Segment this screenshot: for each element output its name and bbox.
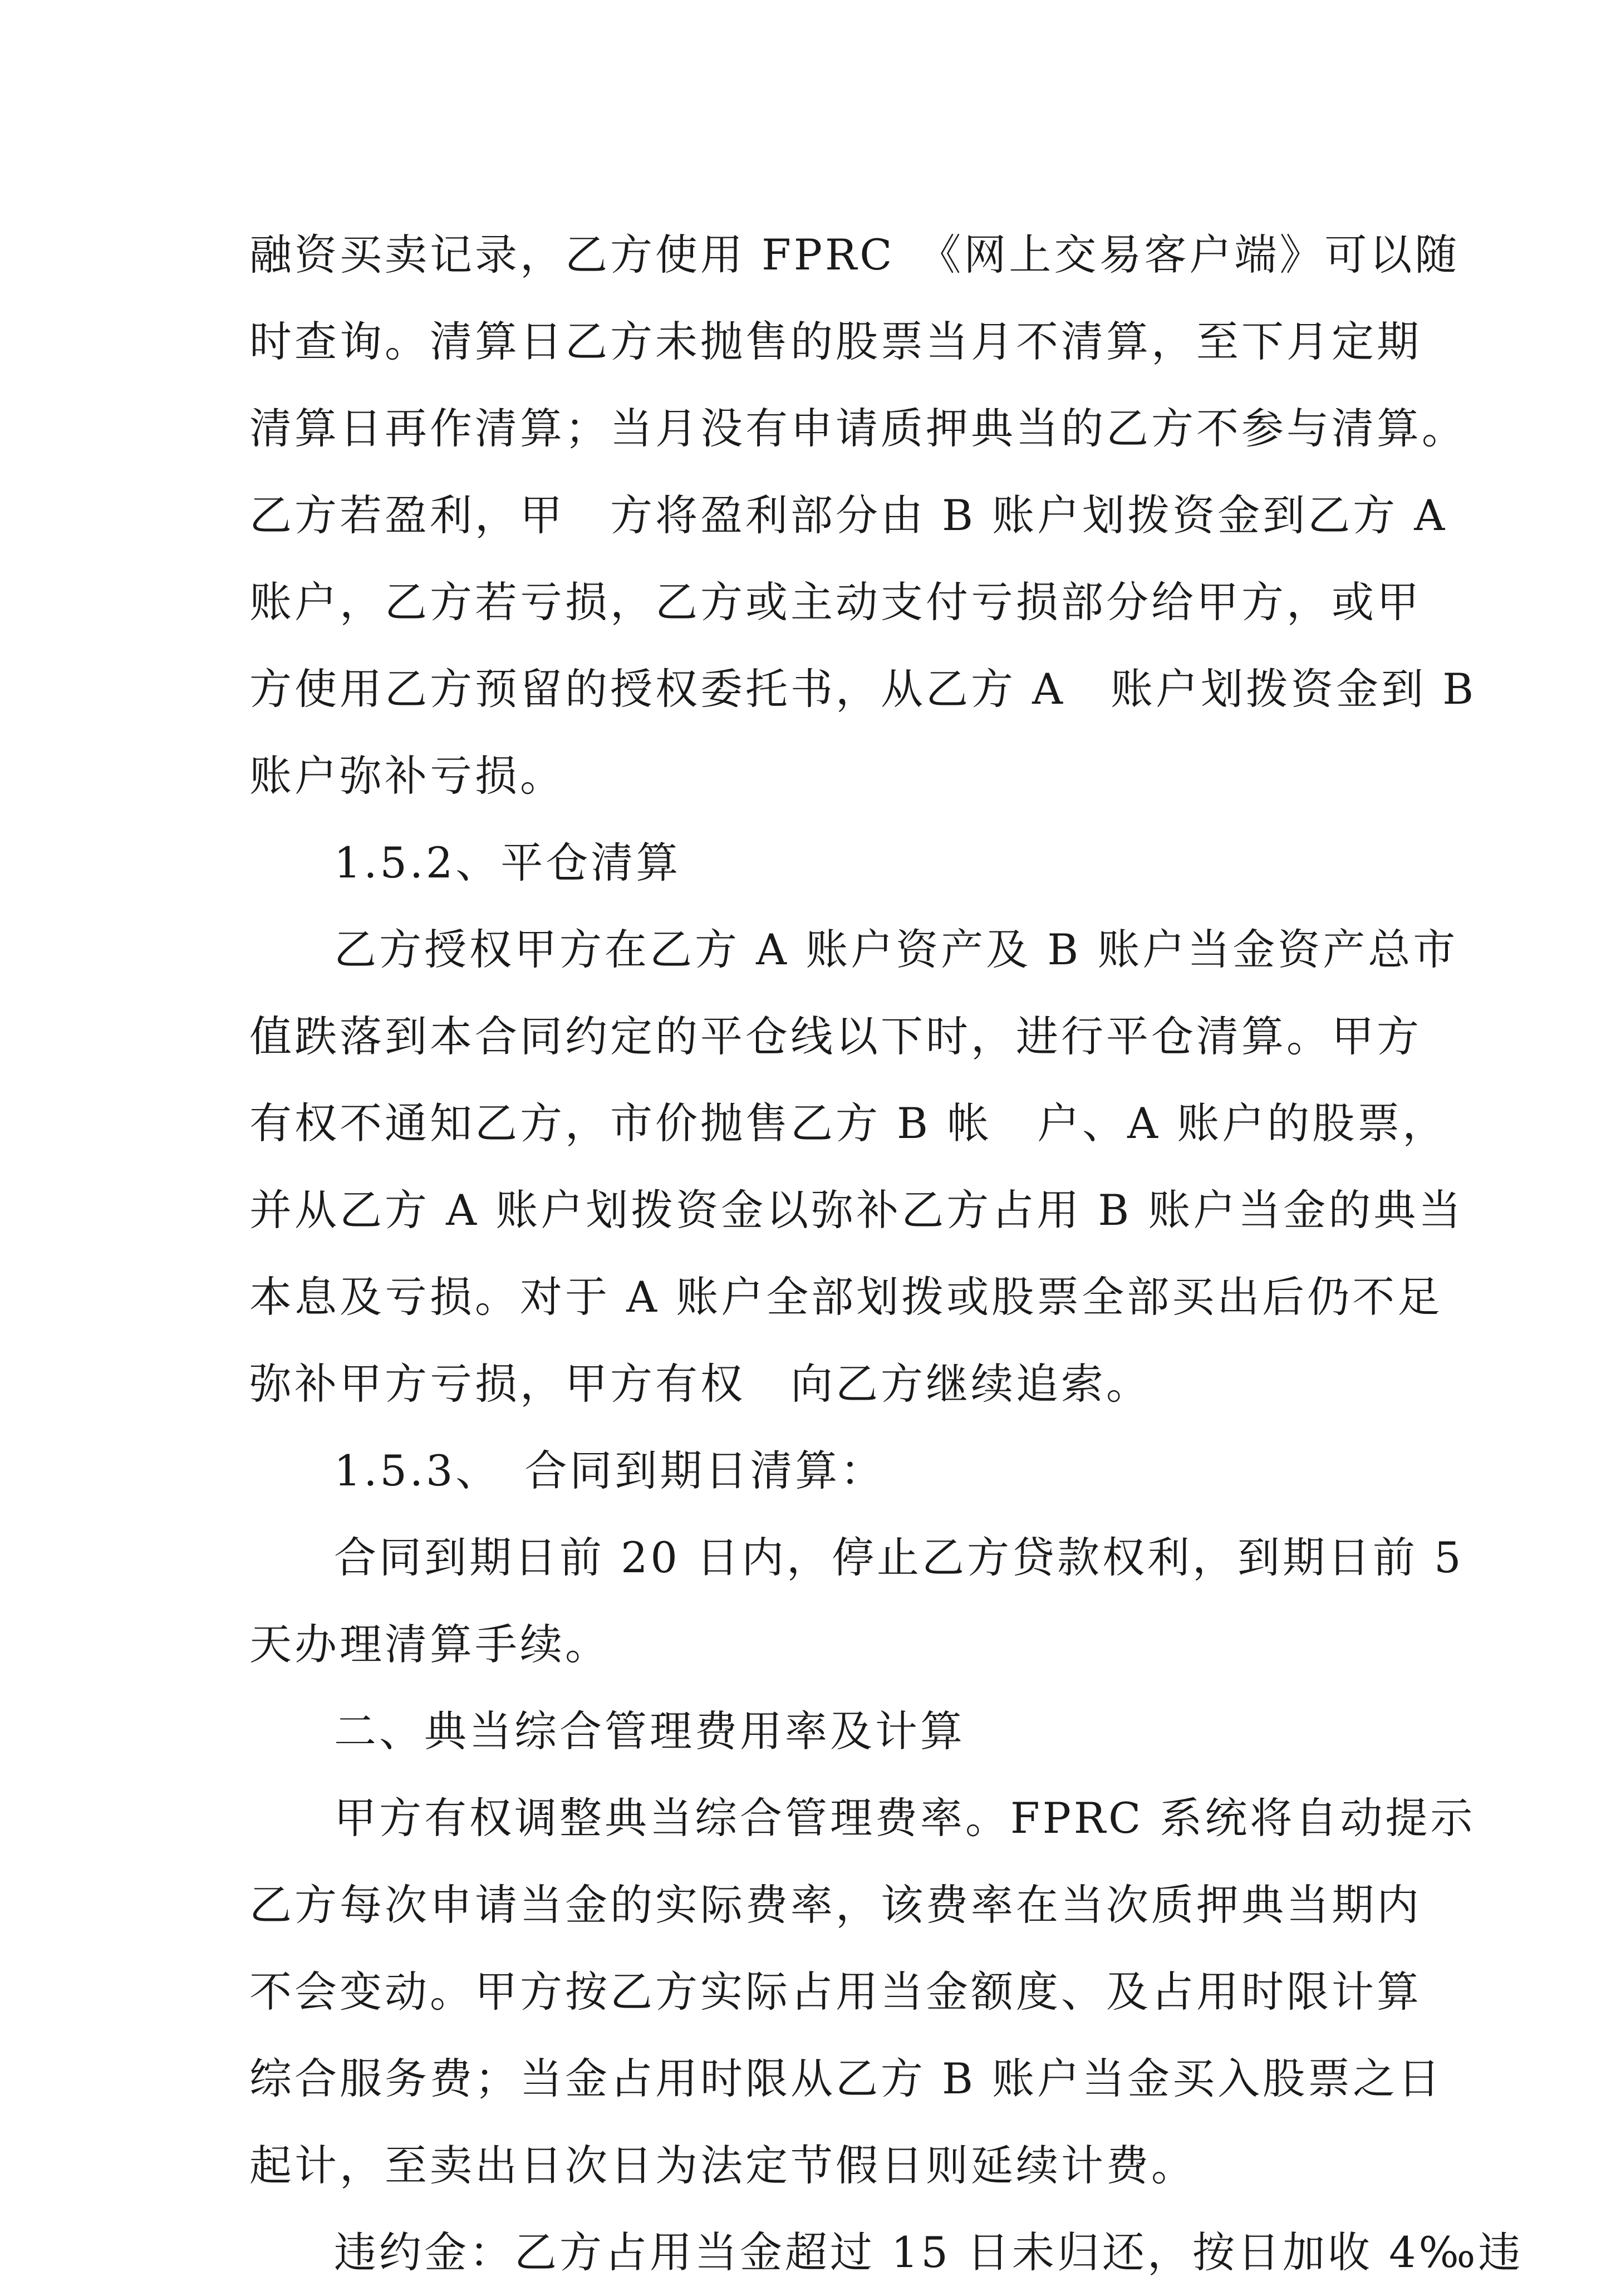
- paragraph-line: 账户弥补亏损。: [249, 751, 565, 801]
- paragraph-line: 起计，至卖出日次日为法定节假日则延续计费。: [249, 2141, 1196, 2190]
- paragraph-line: 天办理清算手续。: [249, 1620, 610, 1669]
- paragraph-line: 并从乙方 A 账户划拨资金以弥补乙方占用 B 账户当金的典当: [249, 1185, 1464, 1235]
- paragraph-first-line: 1.5.3、 合同到期日清算：: [334, 1446, 886, 1495]
- paragraph-line: 时查询。清算日乙方未抛售的股票当月不清算，至下月定期: [249, 317, 1422, 366]
- paragraph-line: 有权不通知乙方，市价抛售乙方 B 帐 户、A 账户的股票，: [249, 1098, 1448, 1148]
- paragraph-first-line: 合同到期日前 20 日内，停止乙方贷款权利，到期日前 5: [334, 1533, 1464, 1582]
- paragraph-line: 融资买卖记录，乙方使用 FPRC 《网上交易客户端》可以随: [249, 230, 1460, 279]
- paragraph-first-line: 甲方有权调整典当综合管理费率。FPRC 系统将自动提示: [334, 1793, 1476, 1843]
- paragraph-line: 账户，乙方若亏损，乙方或主动支付亏损部分给甲方，或甲: [249, 577, 1422, 627]
- paragraph-first-line: 1.5.2、平仓清算: [334, 838, 681, 887]
- paragraph-line: 方使用乙方预留的授权委托书，从乙方 A 账户划拨资金到 B: [249, 664, 1477, 714]
- paragraph-line: 乙方若盈利，甲 方将盈利部分由 B 账户划拨资金到乙方 A: [249, 490, 1448, 540]
- paragraph-line: 综合服务费；当金占用时限从乙方 B 账户当金买入股票之日: [249, 2054, 1443, 2103]
- paragraph-first-line: 乙方授权甲方在乙方 A 账户资产及 B 账户当金资产总市: [334, 925, 1458, 974]
- paragraph-line: 清算日再作清算；当月没有申请质押典当的乙方不参与清算。: [249, 404, 1467, 453]
- paragraph-line: 本息及亏损。对于 A 账户全部划拨或股票全部买出后仍不足: [249, 1272, 1443, 1322]
- paragraph-line: 乙方每次申请当金的实际费率，该费率在当次质押典当期内: [249, 1880, 1422, 1930]
- paragraph-line: 值跌落到本合同约定的平仓线以下时，进行平仓清算。甲方: [249, 1012, 1422, 1061]
- paragraph-line: 不会变动。甲方按乙方实际占用当金额度、及占用时限计算: [249, 1967, 1422, 2017]
- paragraph-first-line: 二、典当综合管理费用率及计算: [334, 1706, 965, 1756]
- document-body: [249, 212, 1524, 2296]
- paragraph-first-line: 违约金：乙方占用当金超过 15 日未归还，按日加收 4‰违: [334, 2228, 1524, 2277]
- paragraph-line: 弥补甲方亏损，甲方有权 向乙方继续追索。: [249, 1359, 1151, 1409]
